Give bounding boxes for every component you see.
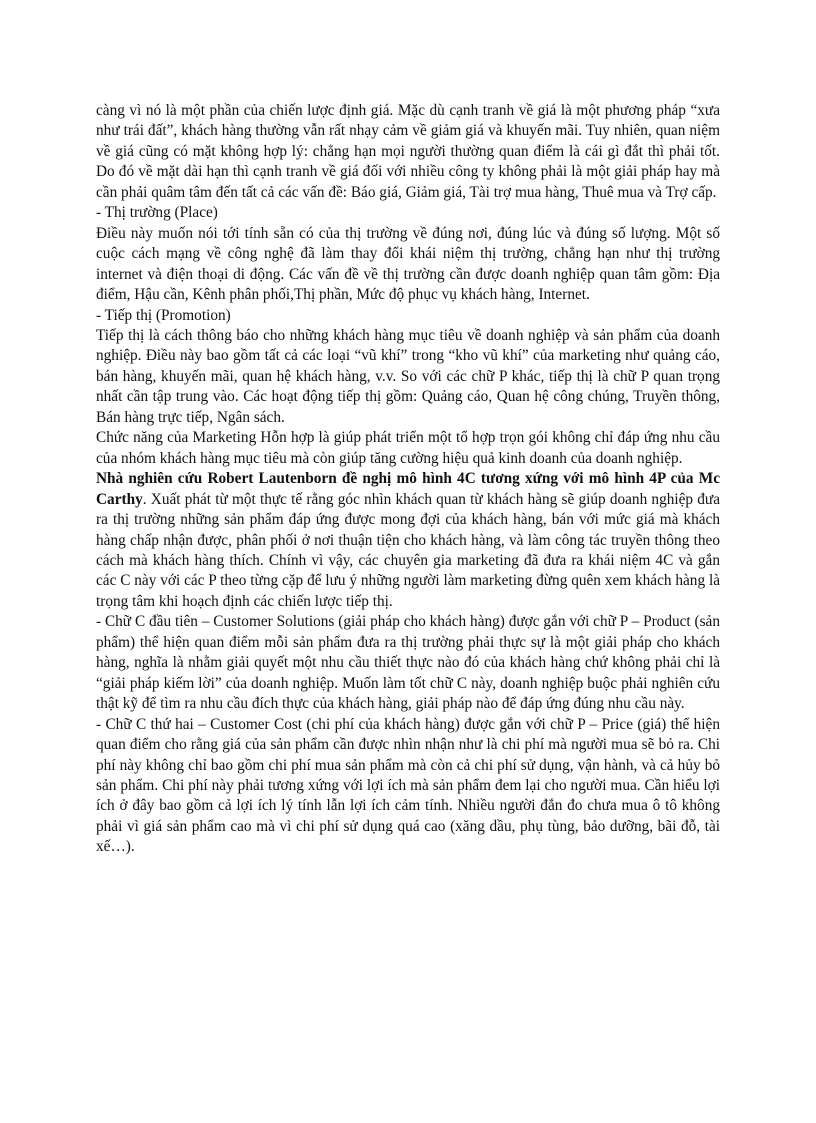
paragraph-marketing-mix-function: Chức năng của Marketing Hỗn hợp là giúp phát triển một tổ hợp trọn gói không chỉ đáp ứng nhu cầu của nhóm khách hàng mục tiêu mà còn giúp tăng cường hiệu quả kinh doanh của doanh nghiệp.	[96, 429, 720, 467]
paragraph-place: Điều này muốn nói tới tính sẵn có của thị trường về đúng nơi, đúng lúc và đúng số lượng. Một số cuộc cách mạng về công nghệ đã làm thay đổi khái niệm thị trường, chẳng hạn như thị trường internet và điện thoại di động. Các vấn đề về thị trường cần được doanh nghiệp quan tâm gồm: Địa điểm, Hậu cần, Kênh phân phối,Thị phần, Mức độ phục vụ khách hàng, Internet.	[96, 224, 720, 304]
heading-place: - Thị trường (Place)	[96, 204, 218, 222]
paragraph-4c-model	[96, 469, 720, 612]
paragraph-4c-model-bold: Nhà nghiên cứu Robert Lautenborn đề nghị mô hình 4C tương xứng với mô hình 4P của Mc Carthy	[96, 470, 720, 508]
paragraph-4c-model-rest: . Xuất phát từ một thực tế rằng góc nhìn khách quan từ khách hàng sẽ giúp doanh nghiệp đưa ra thị trường những sản phẩm đáp ứng được mong đợi của khách hàng, bán với mức giá mà khách hàng chấp nhận được, phân phối ở nơi thuận tiện cho khách hàng, và làm công tác truyền thông theo cách mà khách hàng thích. Chính vì vậy, các chuyên gia marketing đã đưa ra khái niệm 4C và gắn các C này với các P theo từng cặp để lưu ý những người làm marketing đừng quên xem khách hàng là trọng tâm khi hoạch định các chiến lược tiếp thị.	[96, 490, 720, 610]
paragraph-customer-cost: - Chữ C thứ hai – Customer Cost (chi phí của khách hàng) được gắn với chữ P – Price (giá) thể hiện quan điểm cho rằng giá của sản phẩm cần được nhìn nhận như là chi phí mà người mua sẽ bỏ ra. Chi phí này không chỉ bao gồm chi phí mua sản phẩm mà còn cả chi phí sử dụng, vận hành, và cả hủy bỏ sản phẩm. Chi phí này phải tương xứng với lợi ích mà sản phẩm đem lại cho người mua. Cần hiểu lợi ích ở đây bao gồm cả lợi ích lý tính lẫn lợi ích cảm tính. Nhiều người đắn đo chưa mua ô tô không phải vì giá sản phẩm cao mà vì chi phí sử dụng quá cao (xăng dầu, phụ tùng, bảo dưỡng, bãi đỗ, tài xế…).	[96, 715, 720, 856]
heading-promotion: - Tiếp thị (Promotion)	[96, 306, 231, 324]
paragraph-customer-solutions: - Chữ C đầu tiên – Customer Solutions (giải pháp cho khách hàng) được gắn với chữ P – Product (sản phẩm) thể hiện quan điểm mỗi sản phẩm đưa ra thị trường phải thực sự là một giải pháp cho khách hàng, nghĩa là nhằm giải quyết một nhu cầu thiết thực nào đó của khách hàng chứ không phải chỉ là “giải pháp kiếm lời” của doanh nghiệp. Muốn làm tốt chữ C này, doanh nghiệp buộc phải nghiên cứu thật kỹ để tìm ra nhu cầu đích thực của khách hàng, giải pháp nào để đáp ứng đúng nhu cầu này.	[96, 613, 720, 713]
paragraph-price-conclusion: càng vì nó là một phần của chiến lược định giá. Mặc dù cạnh tranh về giá là một phương pháp “xưa như trái đất”, khách hàng thường vẫn rất nhạy cảm về giảm giá và khuyến mãi. Tuy nhiên, quan niệm về giá cũng có mặt không hợp lý: chẳng hạn mọi người thường quan điểm là cái gì đắt thì phải tốt. Do đó về mặt dài hạn thì cạnh tranh về giá đối với nhiều công ty không phải là một giải pháp hay mà cần phải quâm tâm đến tất cả các vấn đề: Báo giá, Giảm giá, Tài trợ mua hàng, Thuê mua và Trợ cấp.	[96, 102, 720, 201]
document-page	[96, 101, 720, 858]
paragraph-promotion: Tiếp thị là cách thông báo cho những khách hàng mục tiêu về doanh nghiệp và sản phẩm của doanh nghiệp. Điều này bao gồm tất cả các loại “vũ khí” trong “kho vũ khí” của marketing như quảng cáo, bán hàng, khuyến mãi, quan hệ khách hàng, v.v. So với các chữ P khác, tiếp thị là chữ P quan trọng nhất cần tập trung vào. Các hoạt động tiếp thị gồm: Quảng cáo, Quan hệ công chúng, Truyền thông, Bán hàng trực tiếp, Ngân sách.	[96, 326, 720, 426]
